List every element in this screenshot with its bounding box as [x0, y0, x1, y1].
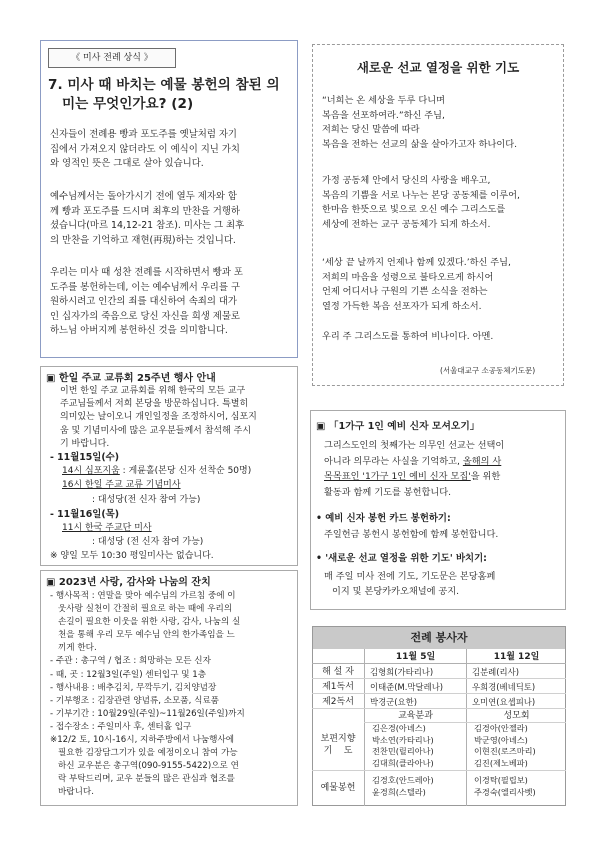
text-line: 께 빵과 포도주를 드시며 최후의 만찬을 거행하	[50, 205, 240, 217]
liturgy-paragraph-3	[50, 266, 294, 339]
text-line: 한마음 한뜻으로 빛으로 오신 예수 그리스도를	[322, 204, 506, 216]
text-line: 보편지향	[320, 734, 356, 744]
text-line: 필요한 김장담그기가 있을 예정이오니 참여 가능	[58, 748, 238, 759]
text-line: 저희의 마음을 성령으로 불타오르게 하시어	[322, 271, 494, 283]
roster-name: 박경군(요한)	[370, 697, 417, 707]
roster-role: 해 설 자	[322, 667, 354, 677]
roster-role-offertory: 예물봉헌	[320, 783, 356, 793]
row-divider	[312, 770, 566, 771]
newcomer-bullet-card-body: 주일헌금 봉헌시 봉헌함에 함께 봉헌합니다.	[324, 529, 499, 540]
liturgy-paragraph-1	[50, 128, 294, 172]
text-line: 복음의 기쁨을 서로 나누는 본당 공동체를 이루어,	[322, 189, 520, 201]
row-divider	[312, 693, 566, 694]
text-line: 복음을 선포하여라.”하신 주님,	[322, 109, 445, 121]
newcomer-heading: ▣ 「1가구 1인 예비 신자 모셔오기」	[316, 421, 480, 432]
text-line: 매 주일 미사 전에 기도, 기도문은 본당홈페	[324, 571, 496, 582]
text-line: 신자들이 전례용 빵과 포도주를 옛날처럼 자기	[50, 129, 237, 140]
liturgy-title-line-2: 미는 무엇인가요? (2)	[62, 96, 194, 112]
liturgy-title-line-1: 7. 미사 때 바치는 예물 봉헌의 참된 의	[48, 77, 280, 93]
day2-bishops-mass: 11시 한국 주교단 미사	[62, 523, 152, 533]
roster-name: 전찬민(릴리아나)	[372, 746, 434, 757]
text-line: 의미있는 날이오니 개인일정을 조정하시어, 심포지	[60, 412, 257, 423]
text-line: 활동과 함께 기도를 봉헌합니다.	[324, 486, 452, 498]
text-line: 집에서 가져오지 않더라도 이 예식이 지닌 가치	[50, 143, 240, 155]
prayer-source: (서울대교구 소공동체기도문)	[440, 366, 536, 375]
text-span: 아니라 의무라는 사실을 기억하고,	[324, 455, 460, 467]
newcomer-bullet-prayer-body	[324, 569, 495, 599]
day1-commemorative-mass: 16시 한일 주교 교류 기념미사	[62, 480, 181, 490]
text-line: 그리스도인의 첫째가는 의무인 선교는 선택이	[324, 440, 505, 451]
text-line: 웃사랑 실천이 간절히 필요로 하는 때에 우리의	[58, 604, 233, 615]
roster-name: 이경탁(필립보)	[474, 775, 528, 785]
text-line	[324, 469, 564, 485]
text-line: 기 도	[323, 746, 353, 756]
roster-date-2: 11월 12일	[493, 652, 540, 662]
text-line: ※12/2 토, 10시-16시, 지하주방에서 나눔행사에	[50, 735, 235, 746]
prayer-closing: 우리 주 그리스도를 통하여 비나이다. 아멘.	[322, 331, 494, 342]
roster-name: 주경숙(엘리사벳)	[474, 787, 536, 797]
roster-name: 김진(제노베파)	[474, 757, 528, 768]
text-line: 의 만찬을 기억하고 재현(再現)하는 것입니다.	[50, 234, 236, 246]
roster-offertory-names-a	[372, 774, 434, 798]
goal-highlight: 목목표인 '1가구 1인 예비 신자 모집'	[324, 471, 471, 483]
exchange-intro	[60, 385, 294, 451]
text-line: - 행사목적 : 연말을 맞아 예수님의 가르침 중에 이	[50, 591, 236, 601]
prayer-stanza-3	[322, 256, 562, 314]
exchange-heading: ▣ 한일 주교 교류회 25주년 행사 안내	[46, 373, 216, 384]
roster-name: 김분례(리사)	[472, 667, 519, 677]
text-line: 이지 및 본당카카오채널에 공지.	[332, 586, 460, 597]
text-line: 락 부탁드리며, 교우 분들의 많은 관심과 협조를	[58, 774, 235, 785]
day2-mass-place: : 대성당 (전 신자 참여 가능)	[92, 537, 204, 547]
sharing-details	[50, 590, 294, 800]
text-line: 하느님 아버지께 봉헌하신 것을 의미합니다.	[50, 325, 228, 337]
text-line: - 기부행조 : 김장관련 양념류, 소모품, 식료품	[50, 695, 219, 706]
text-line: 손길이 필요한 이웃을 위한 사랑, 감사, 나눔의 실	[58, 617, 241, 628]
text-line: 도주를 봉헌하는데, 이는 예수님께서 우리를 구	[50, 281, 240, 293]
newcomer-intro	[324, 438, 564, 500]
text-line: - 접수장소 : 주일미사 후, 센터홀 입구	[50, 721, 192, 732]
text-line: - 행사내용 : 배추김치, 무깍두기, 김치양념장	[50, 682, 217, 693]
text-line: ‘세상 끝 날까지 언제나 함께 있겠다.’하신 주님,	[322, 257, 511, 268]
day2-heading: - 11월16일(목)	[50, 509, 119, 520]
roster-subgroup-a: 교육분과	[398, 711, 433, 721]
text-line: 와 영적인 뜻은 그대로 살아 있습니다.	[50, 158, 204, 170]
text-line: 언제 어디서나 구원의 기쁜 소식을 전하는	[322, 286, 488, 298]
text-line: 주교님들께서 저희 본당을 방문하십니다. 특별히	[60, 399, 249, 410]
text-line: 끼게 한다.	[58, 643, 97, 654]
text-line: 셨습니다(마르 14,12-21 참조). 미사는 그 최후	[50, 220, 245, 232]
text-line: “너희는 온 세상을 두루 다니며	[322, 95, 445, 106]
text-line: 저희는 당신 말씀에 따라	[322, 124, 420, 136]
text-line: 복음을 전하는 선교의 삶을 살아가고자 하나이다.	[322, 138, 518, 150]
text-line: 가정 공동체 안에서 당신의 사랑을 배우고,	[322, 175, 491, 186]
text-line: - 기부기간 : 10월29일(주일)~11월26일(주일)까지	[50, 708, 245, 719]
roster-subgroup-b: 성모회	[503, 711, 530, 721]
prayer-stanza-2	[322, 174, 562, 232]
roster-name: 김경아(안젤라)	[474, 723, 528, 733]
roster-name: 박군영(아녜스)	[474, 734, 528, 745]
column-divider	[364, 649, 365, 806]
day1-symposium	[62, 465, 251, 478]
roster-name: 김은경(아녜스)	[372, 723, 426, 733]
roster-title: 전례 봉사자	[313, 627, 565, 649]
roster-offertory-names-b	[474, 774, 536, 798]
text-span: 을 위한	[470, 471, 501, 483]
text-line: - 주관 : 총구역 / 협조 : 희망하는 모든 신자	[50, 656, 211, 667]
roster-name: 박소연(카타리나)	[372, 734, 434, 745]
day1-heading: - 11월15일(수)	[50, 452, 119, 463]
symposium-time: 14시 심포지움	[62, 466, 120, 476]
roster-role: 제1독서	[322, 682, 354, 692]
text-line: 우리는 미사 때 성찬 전례를 시작하면서 빵과 포	[50, 267, 243, 278]
liturgy-paragraph-2	[50, 190, 294, 248]
roster-name: 이태준(M.막달레나)	[370, 682, 444, 692]
roster-name: 김경호(안드레아)	[372, 775, 434, 785]
roster-name: 윤경희(스텔라)	[372, 787, 426, 797]
roster-role-prayer	[312, 733, 364, 757]
text-line: 바랍니다.	[58, 787, 94, 798]
text-line: 움 및 기념미사에 많은 교우분들께서 참석해 주시	[60, 425, 252, 436]
roster-role: 제2독서	[322, 697, 354, 707]
text-line: 원하시려고 인간의 죄를 대신하여 속죄의 대가	[50, 296, 237, 308]
newcomer-bullet-prayer-heading: • '새로운 선교 열정을 위한 기도' 바치기:	[316, 553, 487, 564]
text-line	[324, 454, 564, 470]
exchange-note: ※ 양일 모두 10:30 평일미사는 없습니다.	[50, 551, 214, 561]
newcomer-bullet-card-heading: • 예비 신자 봉헌 카드 봉헌하기:	[316, 513, 451, 524]
roster-name: 김대희(클라아나)	[372, 757, 434, 768]
roster-name: 김형희(가타리나)	[370, 667, 434, 677]
column-divider	[466, 649, 467, 806]
text-line: - 때, 곳 : 12월3일(주일) 센터입구 및 1층	[50, 669, 207, 680]
roster-prayer-names-a	[372, 723, 434, 769]
liturgy-tag: 《 미사 전례 상식 》	[48, 48, 176, 68]
text-line: 기 바랍니다.	[60, 438, 110, 449]
text-line: 이번 한일 주교 교류회를 위해 한국의 모든 교구	[60, 386, 246, 396]
text-line: 하신 교우분은 총구역(090-9155-5422)으로 연	[58, 761, 239, 772]
symposium-place: : 게륜홀(본당 신자 선착순 50명)	[119, 466, 252, 476]
sharing-heading: ▣ 2023년 사랑, 감사와 나눔의 잔치	[46, 577, 211, 588]
goal-highlight: 올해의 사	[462, 455, 502, 467]
roster-name: 우희경(베네딕토)	[472, 682, 536, 692]
prayer-stanza-1	[322, 94, 562, 152]
text-line: 천을 통해 우리 모두 예수님 안의 한가족임을 느	[58, 630, 235, 641]
roster-name: 오미연(요셉피나)	[472, 697, 536, 707]
roster-name: 이현진(로즈마리)	[474, 746, 536, 757]
text-line: 인 십자가의 죽음으로 당신 자신을 희생 제물로	[50, 310, 240, 322]
row-divider	[312, 663, 566, 664]
prayer-title: 새로운 선교 열정을 위한 기도	[356, 60, 520, 75]
row-divider	[312, 678, 566, 679]
text-line: 세상에 전하는 교구 공동체가 되게 하소서.	[322, 218, 491, 230]
roster-date-1: 11월 5일	[395, 652, 436, 662]
day1-mass-place: : 대성당(전 신자 참여 가능)	[92, 495, 201, 505]
text-line: 예수님께서는 돌아가시기 전에 열두 제자와 함	[50, 191, 237, 202]
roster-prayer-names-b	[474, 723, 536, 769]
text-line: 열정 가득한 복음 선포자가 되게 하소서.	[322, 300, 482, 312]
row-divider	[312, 708, 566, 709]
